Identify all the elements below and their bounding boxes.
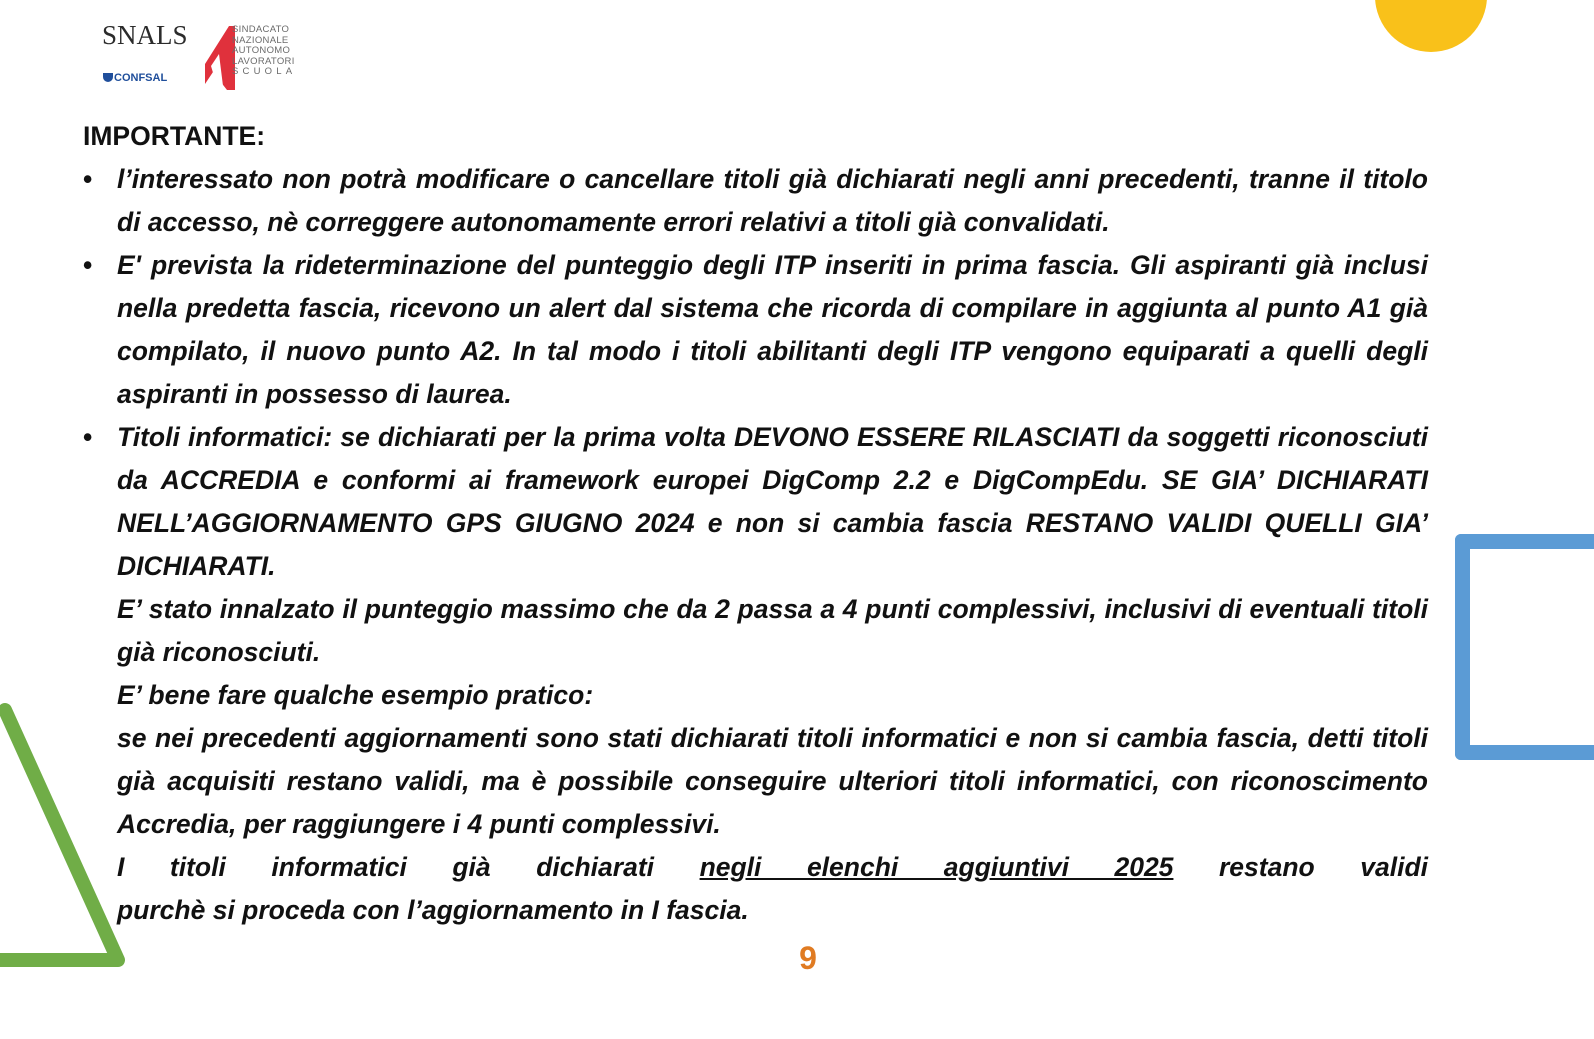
bullet-symbol: •	[83, 422, 93, 452]
bullet-item	[83, 416, 1428, 588]
bullet-text: E' prevista la rideterminazione del punteggio degli ITP inseriti in prima fascia. Gli aspiranti già inclusi nella predetta fascia, ricevono un alert dal sistema che ricorda di compilare in aggiunta al punto A1 già compilato, il nuovo punto A2. In tal modo i titoli abilitanti degli ITP vengono equiparati a quelli degli aspiranti in possesso di laurea.	[117, 250, 1428, 409]
section-title: IMPORTANTE:	[83, 121, 266, 151]
logo-red-mark-icon	[205, 26, 235, 90]
bullet-item	[83, 158, 1428, 244]
bullet-symbol: •	[83, 250, 93, 280]
blue-frame-decoration	[1455, 534, 1594, 760]
paragraph-max-score: E’ stato innalzato il punteggio massimo che da 2 passa a 4 punti complessivi, inclusivi di eventuali titoli già riconosciuti.	[117, 594, 1428, 667]
snals-logo	[100, 20, 320, 92]
logo-name: SNALS	[102, 20, 188, 50]
logo-confsal: CONFSAL	[114, 72, 168, 84]
logo-subtitle: SINDACATO NAZIONALE AUTONOMO LAVORATORI SCUOLA	[232, 24, 297, 77]
yellow-circle-decoration	[1375, 0, 1487, 52]
slide-content	[83, 115, 1428, 932]
bullet-text: l’interessato non potrà modificare o cancellare titoli già dichiarati negli anni precedenti, tranne il titolo di accesso, nè correggere autonomamente errori relativi a titoli già convalidati.	[117, 164, 1428, 237]
paragraph-example-intro: E’ bene fare qualche esempio pratico:	[117, 680, 594, 710]
confsal-shield-icon	[103, 73, 113, 82]
underlined-text: negli elenchi aggiuntivi 2025	[699, 852, 1174, 882]
bullet-text: Titoli informatici: se dichiarati per la prima volta DEVONO ESSERE RILASCIATI da soggetti riconosciuti da ACCREDIA e conformi ai framework europei DigComp 2.2 e DigCompEdu. SE GIA’ DICHIARATI NELL’AGGIORNAMENTO GPS GIUGNO 2024 e non si cambia fascia RESTANO VALIDI QUELLI GIA’ DICHIARATI.	[117, 422, 1428, 581]
page-number: 9	[799, 940, 817, 976]
bullet-item	[83, 244, 1428, 416]
paragraph-titles-line1: I titoli informatici già dichiarati negli elenchi aggiuntivi 2025 restano validi	[117, 852, 1428, 882]
paragraph-titles-line2: purchè si proceda con l’aggiornamento in I fascia.	[117, 895, 749, 925]
bullet-symbol: •	[83, 164, 93, 194]
paragraph-example: se nei precedenti aggiornamenti sono stati dichiarati titoli informatici e non si cambia fascia, detti titoli già acquisiti restano validi, ma è possibile conseguire ulteriori titoli informatici, con riconoscimento Accredia, per raggiungere i 4 punti complessivi.	[117, 723, 1428, 839]
